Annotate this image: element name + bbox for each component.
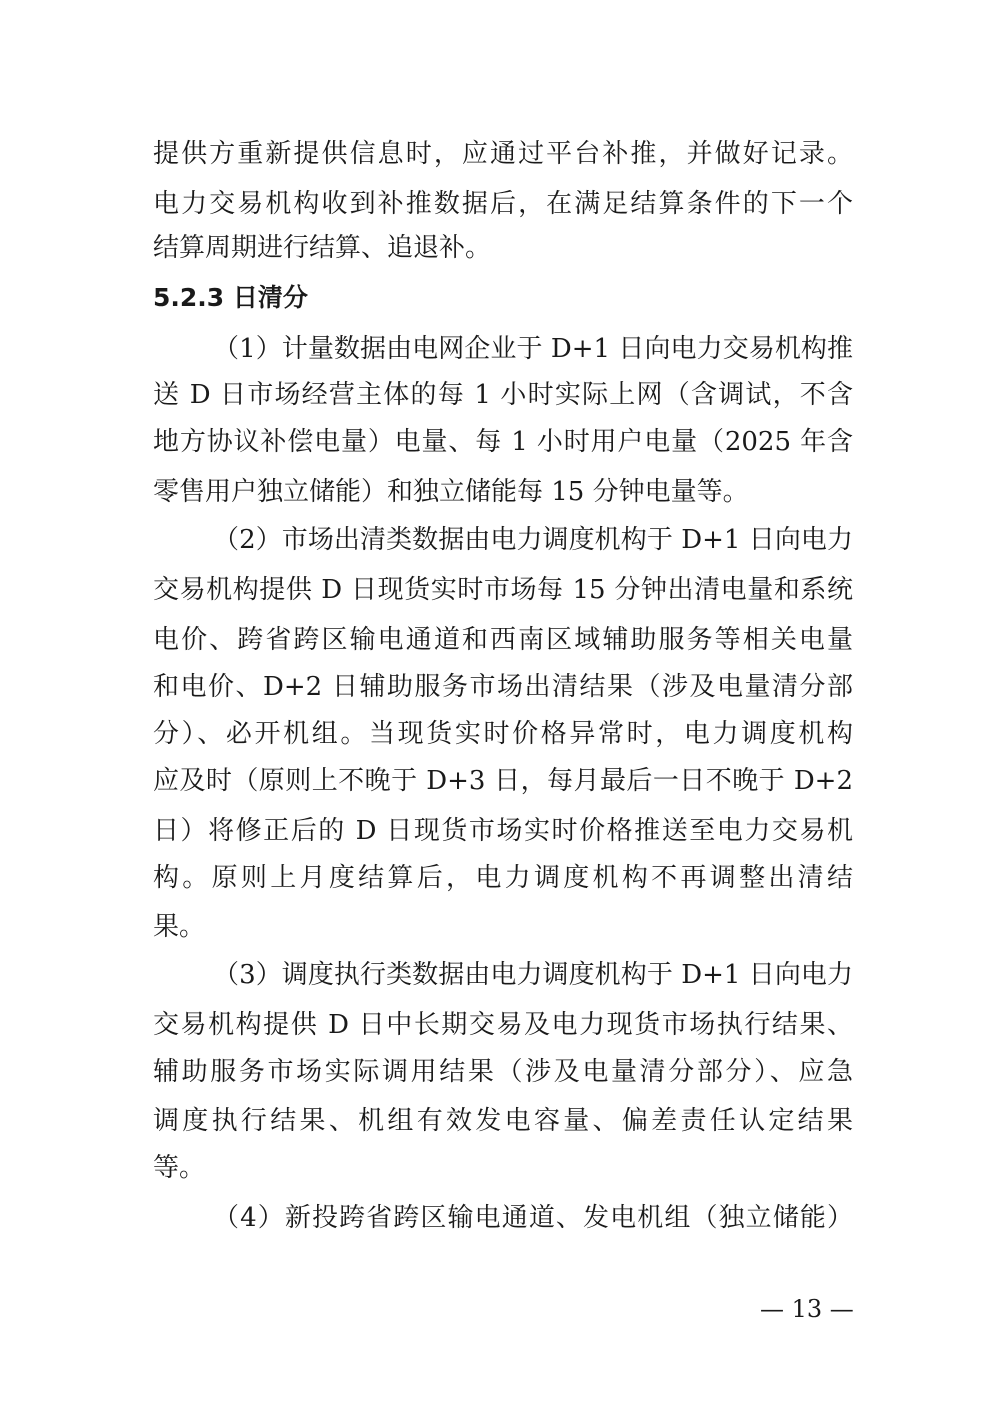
- paragraph-2-line-2: 交易机构提供 D 日现货实时市场每 15 分钟出清电量和系统: [153, 575, 853, 605]
- paragraph-2-line-1: （2）市场出清类数据由电力调度机构于 D+1 日向电力: [213, 525, 853, 555]
- paragraph-1-line-1: （1）计量数据由电网企业于 D+1 日向电力交易机构推: [213, 334, 853, 364]
- paragraph-2-line-4: 和电价、D+2 日辅助服务市场出清结果（涉及电量清分部: [153, 672, 853, 702]
- paragraph-1-line-3: 地方协议补偿电量）电量、每 1 小时用户电量（2025 年含: [153, 427, 853, 457]
- paragraph-2-line-7: 日）将修正后的 D 日现货市场实时价格推送至电力交易机: [153, 816, 853, 846]
- page-number: — 13 —: [760, 1295, 854, 1323]
- paragraph-2-line-9: 果。: [153, 912, 206, 942]
- intro-line-2: 电力交易机构收到补推数据后，在满足结算条件的下一个: [153, 189, 853, 219]
- paragraph-3-line-3: 辅助服务市场实际调用结果（涉及电量清分部分）、应急: [153, 1057, 853, 1087]
- paragraph-3-line-4: 调度执行结果、机组有效发电容量、偏差责任认定结果: [153, 1106, 853, 1136]
- paragraph-3-line-5: 等。: [153, 1153, 206, 1183]
- paragraph-2-line-5: 分）、必开机组。当现货实时价格异常时，电力调度机构: [153, 719, 853, 749]
- intro-line-3: 结算周期进行结算、追退补。: [153, 233, 492, 263]
- paragraph-1-line-4: 零售用户独立储能）和独立储能每 15 分钟电量等。: [153, 477, 749, 507]
- paragraph-4-line-1: （4）新投跨省跨区输电通道、发电机组（独立储能）: [213, 1203, 853, 1233]
- section-heading: 5.2.3 日清分: [153, 283, 308, 312]
- paragraph-2-line-3: 电价、跨省跨区输电通道和西南区域辅助服务等相关电量: [153, 625, 853, 655]
- paragraph-1-line-2: 送 D 日市场经营主体的每 1 小时实际上网（含调试，不含: [153, 380, 853, 410]
- intro-line-1: 提供方重新提供信息时，应通过平台补推，并做好记录。: [153, 139, 853, 169]
- paragraph-3-line-1: （3）调度执行类数据由电力调度机构于 D+1 日向电力: [213, 960, 853, 990]
- paragraph-3-line-2: 交易机构提供 D 日中长期交易及电力现货市场执行结果、: [153, 1010, 853, 1040]
- paragraph-2-line-8: 构。原则上月度结算后，电力调度机构不再调整出清结: [153, 863, 853, 893]
- paragraph-2-line-6: 应及时（原则上不晚于 D+3 日，每月最后一日不晚于 D+2: [153, 766, 853, 796]
